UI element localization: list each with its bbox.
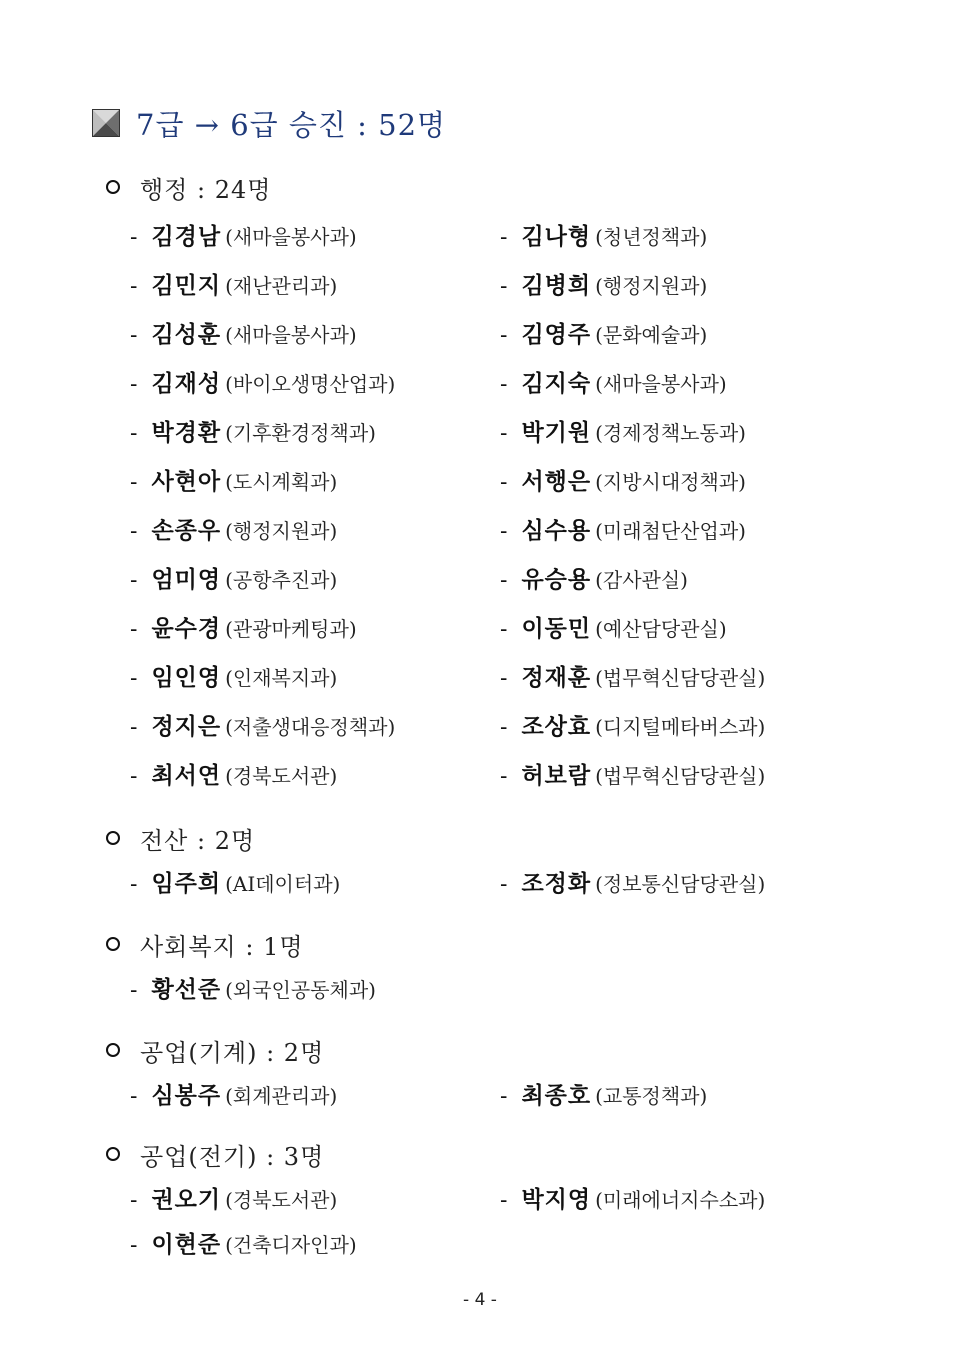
person-name: 이동민 [521, 615, 592, 642]
dash: - [130, 1188, 138, 1213]
dash: - [500, 872, 508, 897]
department: (공항추진과) [225, 568, 338, 592]
section-label: 공업(전기) : 3명 [140, 1142, 325, 1171]
person-name: 김영주 [521, 321, 592, 348]
department: (관광마케팅과) [225, 617, 357, 641]
person-name: 윤수경 [151, 615, 222, 642]
department: (경북도서관) [225, 1188, 338, 1212]
list-item [476, 457, 846, 506]
list-item [476, 604, 846, 653]
dash: - [130, 715, 138, 740]
dash: - [500, 715, 508, 740]
dash: - [500, 421, 508, 446]
list-item [106, 653, 476, 702]
section-electrical [106, 1137, 886, 1262]
department: (지방시대정책과) [595, 470, 746, 494]
dash: - [130, 617, 138, 642]
page-title [92, 103, 446, 143]
dash: - [500, 617, 508, 642]
department: (청년정책과) [595, 225, 708, 249]
person-name: 박기원 [521, 419, 592, 446]
person-name: 이현준 [151, 1231, 222, 1258]
department: (경북도서관) [225, 764, 338, 788]
list-item [476, 702, 846, 751]
person-name: 허보람 [521, 762, 592, 789]
circle-bullet-icon [106, 831, 120, 845]
list-item [476, 859, 846, 908]
page-number: - 4 - [463, 1290, 497, 1310]
list-item [106, 965, 476, 1014]
person-name: 황선준 [151, 976, 222, 1003]
section-heading [106, 170, 886, 204]
section-heading [106, 1033, 886, 1067]
department: (저출생대응정책과) [225, 715, 396, 739]
person-name: 김경남 [151, 223, 222, 250]
person-name: 임주희 [151, 870, 222, 897]
dash: - [130, 1233, 138, 1258]
section-heading [106, 1137, 886, 1171]
circle-bullet-icon [106, 937, 120, 951]
dash: - [500, 666, 508, 691]
department: (감사관실) [595, 568, 688, 592]
department: (새마을봉사과) [595, 372, 727, 396]
department: (경제정책노동과) [595, 421, 746, 445]
dash: - [500, 274, 508, 299]
department: (바이오생명산업과) [225, 372, 396, 396]
dash: - [130, 421, 138, 446]
person-name: 조상효 [521, 713, 592, 740]
dash: - [130, 568, 138, 593]
circle-bullet-icon [106, 1043, 120, 1057]
list-item [106, 408, 476, 457]
list-item [476, 261, 846, 310]
person-name: 심봉주 [151, 1082, 222, 1109]
section-label: 전산 : 2명 [140, 826, 256, 855]
dash: - [500, 470, 508, 495]
department: (인재복지과) [225, 666, 338, 690]
section-social-welfare [106, 927, 886, 1014]
section-label: 행정 : 24명 [140, 175, 272, 204]
department: (도시계획과) [225, 470, 338, 494]
person-name: 정지은 [151, 713, 222, 740]
list-item [106, 212, 476, 261]
person-name: 김민지 [151, 272, 222, 299]
bevel-square-icon [92, 109, 120, 137]
department: (미래첨단산업과) [595, 519, 746, 543]
dash: - [130, 372, 138, 397]
list-item [476, 1175, 846, 1224]
person-name: 심수용 [521, 517, 592, 544]
list-item [106, 859, 476, 908]
dash: - [500, 1084, 508, 1109]
person-name: 손종우 [151, 517, 222, 544]
entry-grid [106, 965, 886, 1014]
list-item [106, 310, 476, 359]
department: (외국인공동체과) [225, 978, 376, 1002]
dash: - [500, 764, 508, 789]
person-name: 김병희 [521, 272, 592, 299]
department: (새마을봉사과) [225, 323, 357, 347]
department: (미래에너지수소과) [595, 1188, 766, 1212]
dash: - [500, 519, 508, 544]
dash: - [130, 872, 138, 897]
dash: - [500, 1188, 508, 1213]
department: (예산담당관실) [595, 617, 727, 641]
list-item [106, 1224, 476, 1262]
person-name: 김재성 [151, 370, 222, 397]
list-item [476, 1071, 846, 1120]
list-item [106, 751, 476, 800]
person-name: 박지영 [521, 1186, 592, 1213]
section-it [106, 821, 886, 908]
dash: - [130, 519, 138, 544]
person-name: 유승용 [521, 566, 592, 593]
list-item [106, 457, 476, 506]
list-item [106, 1175, 476, 1224]
circle-bullet-icon [106, 180, 120, 194]
section-heading [106, 927, 886, 961]
person-name: 조정화 [521, 870, 592, 897]
list-item [106, 1071, 476, 1120]
department: (법무혁신담당관실) [595, 764, 766, 788]
section-heading [106, 821, 886, 855]
entry-grid [106, 212, 886, 800]
list-item [476, 359, 846, 408]
dash: - [500, 568, 508, 593]
section-label: 공업(기계) : 2명 [140, 1038, 325, 1067]
list-item [106, 604, 476, 653]
department: (교통정책과) [595, 1084, 708, 1108]
department: (기후환경정책과) [225, 421, 376, 445]
department: (AI데이터과) [225, 872, 341, 896]
list-item [476, 653, 846, 702]
dash: - [130, 225, 138, 250]
list-item [476, 310, 846, 359]
dash: - [130, 323, 138, 348]
list-item [106, 506, 476, 555]
department: (정보통신담당관실) [595, 872, 766, 896]
section-admin [106, 170, 886, 800]
dash: - [130, 764, 138, 789]
list-item [106, 261, 476, 310]
person-name: 김지숙 [521, 370, 592, 397]
entry-grid [106, 1175, 886, 1262]
dash: - [130, 274, 138, 299]
department: (회계관리과) [225, 1084, 338, 1108]
person-name: 김성훈 [151, 321, 222, 348]
person-name: 정재훈 [521, 664, 592, 691]
person-name: 서행은 [521, 468, 592, 495]
list-item [476, 506, 846, 555]
department: (재난관리과) [225, 274, 338, 298]
list-item [476, 408, 846, 457]
section-mechanical [106, 1033, 886, 1120]
person-name: 엄미영 [151, 566, 222, 593]
entry-grid [106, 859, 886, 908]
department: (디지털메타버스과) [595, 715, 766, 739]
person-name: 박경환 [151, 419, 222, 446]
list-item [476, 212, 846, 261]
list-item [106, 555, 476, 604]
section-label: 사회복지 : 1명 [140, 932, 304, 961]
entry-grid [106, 1071, 886, 1120]
person-name: 임인영 [151, 664, 222, 691]
person-name: 김나형 [521, 223, 592, 250]
person-name: 권오기 [151, 1186, 222, 1213]
dash: - [500, 323, 508, 348]
list-item [476, 555, 846, 604]
department: (건축디자인과) [225, 1233, 357, 1257]
list-item [106, 702, 476, 751]
person-name: 최서연 [151, 762, 222, 789]
person-name: 최종호 [521, 1082, 592, 1109]
dash: - [130, 470, 138, 495]
department: (법무혁신담당관실) [595, 666, 766, 690]
list-item [476, 751, 846, 800]
dash: - [130, 978, 138, 1003]
dash: - [130, 1084, 138, 1109]
person-name: 사현아 [151, 468, 222, 495]
dash: - [130, 666, 138, 691]
dash: - [500, 225, 508, 250]
list-item [106, 359, 476, 408]
department: (행정지원과) [595, 274, 708, 298]
department: (새마을봉사과) [225, 225, 357, 249]
department: (문화예술과) [595, 323, 708, 347]
department: (행정지원과) [225, 519, 338, 543]
circle-bullet-icon [106, 1147, 120, 1161]
dash: - [500, 372, 508, 397]
title-text: 7급 → 6급 승진 : 52명 [136, 107, 447, 142]
